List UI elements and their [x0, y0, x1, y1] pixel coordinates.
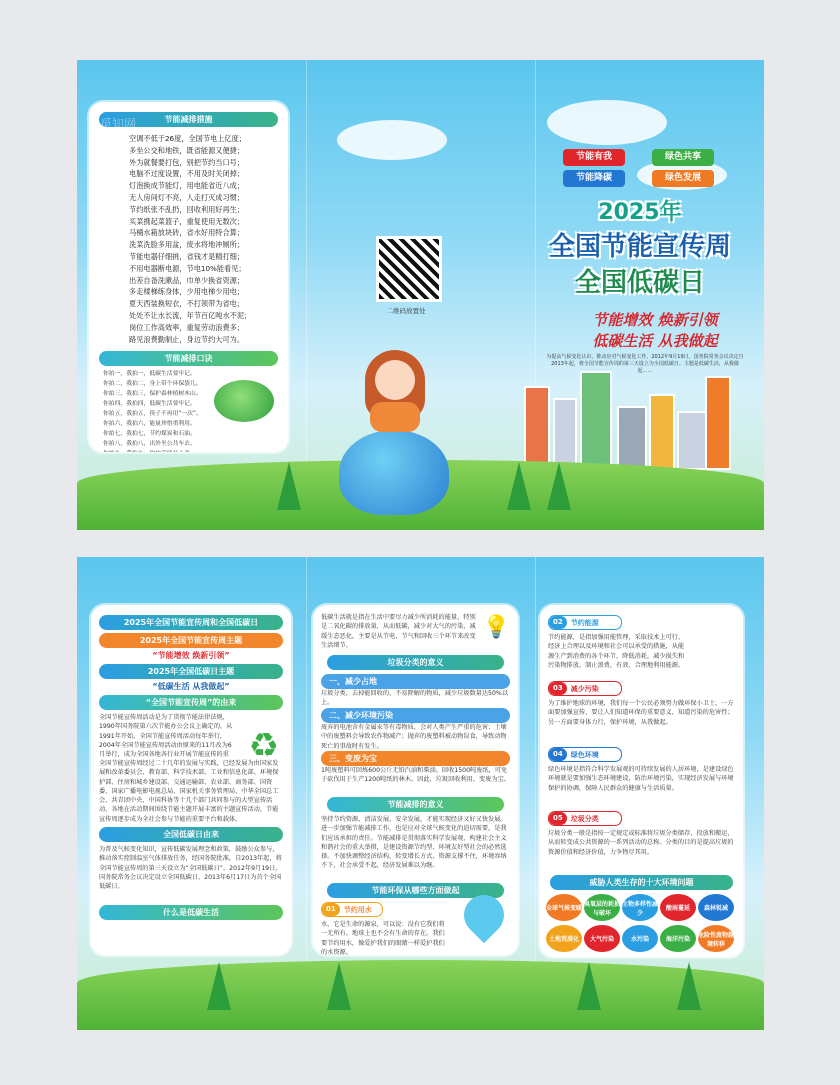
item-title: 绿色环境: [570, 750, 599, 759]
item-header: [548, 681, 622, 696]
tree: [327, 962, 351, 1010]
rhyme-line: 你拍一，我拍一，低碳生活要牢记。: [103, 371, 196, 378]
intro-card: [91, 605, 291, 955]
rhyme-line: [103, 450, 288, 452]
tree: [277, 462, 301, 510]
item-number: 03: [549, 682, 567, 695]
item-header: [548, 747, 622, 762]
measure-line: 出差自备洗漱品，巾单少换省资源；: [129, 275, 245, 285]
item-title: 垃圾分类: [570, 814, 599, 823]
issue-bubble: 酸雨蔓延: [660, 894, 696, 921]
building: [649, 394, 675, 470]
item-title: 节约能源: [570, 618, 599, 627]
item-header: [548, 811, 622, 826]
rhyme-line: 你拍四，我拍四，低碳生活要牢记。: [103, 401, 196, 408]
grass-ground: [77, 960, 764, 1030]
qr-code-placeholder: [376, 236, 442, 302]
section-header: 节能减排的意义: [327, 797, 504, 812]
item-number: 02: [549, 616, 567, 629]
cover-title-line2: 全国低碳日: [574, 268, 705, 298]
measure-line: 路见浪费勤制止，身边节约大可为。: [129, 334, 245, 344]
rhyme-line: 你拍三，我拍三，保护森林植树木山。: [103, 391, 202, 398]
issues-grid: [546, 894, 737, 957]
cover-slogan-line1: 节能增效 焕新引领: [592, 311, 718, 329]
item-number: 05: [549, 812, 567, 825]
measures-card: [89, 102, 288, 452]
item-number: 04: [549, 748, 567, 761]
origin-paragraph: 全国节能宣传周经过二十几年的发展与实践，已经发展为由国家发展和改革委员会、教育部、科学技术部、工业和信息化部、环境保护部、住房和城乡建设部、交通运输部、农业部、商务部、国资委、国家广播电影电视总局、国家机关事务管理局、中华全国总工会、共青团中央、中国科协等十几个部门共同参与的大型宣传活动，各地在活动期间围绕节能主题开展丰富的主题宣传活动，节能宣传周逐步成为全社会参与节能的重要平台和载体。: [99, 760, 279, 823]
cover-tag: 绿色发展: [652, 170, 714, 187]
cover-title-year: 2025年: [598, 200, 682, 225]
tree: [507, 462, 531, 510]
sub-paragraph: 垃圾分类，去掉能回收的、不易降解的物质，减少垃圾数量达50%以上。: [321, 690, 509, 707]
measure-line: 买菜携起菜篮子，重复使用无数次；: [129, 216, 245, 226]
measure-line: 空调不低于26度，全国节电上亿度；: [129, 134, 246, 143]
item-paragraph: 为了维护地球的环境，我们每一个公民必须努力做环保小卫士，一方面要加强宣传，要让人们知道环保的重要意义，知道污染的危害性；另一方面要身体力行，保护环境，从我做起。: [548, 700, 734, 726]
measure-line: 无人房间灯不亮，人走打灭成习惯；: [129, 192, 245, 202]
theme-text: “节能增效 焕新引领”: [152, 651, 230, 660]
issue-bubble: 森林锐减: [698, 894, 734, 921]
theme-text: “低碳生活 从我做起”: [152, 682, 230, 691]
measures-list: [89, 133, 288, 345]
item-title: 减少污染: [570, 684, 599, 693]
section-header: 2025年全国低碳日主题: [99, 664, 283, 679]
cloud: [337, 120, 447, 160]
environment-card: [540, 605, 743, 957]
cover-small-text: 为提高气候变化认识，推动应对气候变化工作，2012年9月19日，国务院常务会议决定自2013年起，将全国节能宣传周的第三天设立为全国低碳日。主题是低碳生活，从我做起……: [546, 354, 744, 374]
item-paragraph: 水，它是生命的源泉，可以说：没有它我们将一无所有。地球上也不会有生命的存在。我们要节约用水，像爱护我们的眼睛一样爱护我们的水资源。: [321, 921, 445, 955]
issue-bubble: 土地荒漠化: [546, 925, 582, 952]
issue-bubble: 生物多样性减少: [622, 894, 658, 921]
cover-slogan-line2: 低碳生活 从我做起: [592, 332, 718, 350]
building: [617, 406, 647, 470]
item-header: [548, 615, 622, 630]
rhyme-line: 你拍五，我拍五，筷子不再用“一次”。: [103, 410, 202, 417]
issue-bubble: 臭氧层的耗损与破坏: [584, 894, 620, 921]
issue-bubble: 全球气候变暖: [546, 894, 582, 921]
issue-bubble: 大气污染: [584, 925, 620, 952]
building: [553, 398, 577, 470]
tree: [677, 962, 701, 1010]
rhyme-line: 你拍二，我拍二，身上带个环保袋儿。: [103, 381, 202, 388]
building: [524, 386, 550, 470]
tree: [577, 962, 601, 1010]
fold-line: [535, 557, 536, 1030]
item-header: 01 节约用水: [321, 902, 383, 917]
section-header: 全国低碳日由来: [99, 827, 283, 842]
lightbulb-icon: 💡: [482, 615, 510, 640]
cover-tag: 绿色共享: [652, 149, 714, 166]
section-header: 节能减排口诀: [99, 351, 278, 366]
recycling-card: [313, 605, 518, 955]
sub-paragraph: 废弃的电池含有金属汞等有毒物质，会对人类产生严重的危害；土壤中的废塑料会导致农作物减产；抛弃的废塑料被动物误食，导致动物死亡的事故时有发生。: [321, 724, 507, 750]
watermark: 觅知网: [100, 117, 137, 131]
section-header: 2025年全国节能宣传周主题: [99, 633, 283, 648]
measure-line: 夏天西装换短衣，不打领带为省电；: [129, 299, 245, 309]
rhyme-line: 你拍八，我拍八，出外坐公共车去。: [103, 440, 196, 447]
tree: [207, 962, 231, 1010]
recycle-icon: ♻: [248, 726, 279, 766]
fold-line: [306, 557, 307, 1030]
measure-line: 岗位工作高效率，重复劳动浪费多；: [129, 322, 245, 332]
section-header: 节能环保从哪些方面做起: [327, 883, 504, 898]
building: [677, 411, 707, 470]
earth-city-illustration: [214, 380, 274, 422]
section-header: 威胁人类生存的十大环境问题: [550, 875, 733, 890]
globe-illustration: [339, 430, 449, 515]
measure-line: 节约纸张不乱扔，回收利用好再生；: [129, 204, 245, 214]
cover-tag: 节能降碳: [563, 170, 625, 187]
issue-bubble: 海洋污染: [660, 925, 696, 952]
item-paragraph: 节约能源，是指加强用能管理，采取技术上可行、经济上合理以及环境和社会可以承受的措施，从能源生产到消费的各个环节，降低消耗，减少损失和污染物排放，制止浪费，有效、合理地利用能源。: [548, 634, 685, 669]
watermark: 觅知网: [620, 622, 657, 636]
measure-line: 电脑不过度设置，不用及时关闭掉；: [129, 169, 245, 179]
sub-header: 二、减少环境污染: [321, 708, 510, 723]
cover-tag: 节能有我: [563, 149, 625, 166]
intro-paragraph: 低碳生活就是指在生活中要尽力减少所消耗的能量，特别是二氧化碳的排放量，从而低碳，减少对大气的污染，减缓生态恶化，主要是从节电、节气和回收三个环节来改变生活细节。: [321, 614, 476, 649]
qr-caption: 二维码放置处: [386, 307, 426, 315]
sub-paragraph: 1吨废塑料可回炼600公斤无铅汽油和柴油。回收1500吨废纸，可免于砍伐用于生产1200吨纸的林木。因此，垃圾回收利用，变废为宝。: [321, 767, 510, 784]
lowcarbon-paragraph: 为普及气候变化知识，宣传低碳发展理念和政策，鼓励公众参与，推动落实控制温室气体排放任务，经国务院批准，自2013年起，将全国节能宣传周的第三天设立为“全国低碳日”。2012年9月19日，国务院常务会议决定设立全国低碳日，2013年6月17日为首个全国低碳日。: [99, 846, 282, 891]
item-paragraph: 绿色环境是指符合科学发展观的可持续发展的人居环境，是建设绿色环境就是要加强生态环境建设，防治环境污染，实现经济发展与环境保护的协调，保障人民群众的健康与生活质量。: [548, 766, 734, 792]
tree: [547, 462, 571, 510]
measure-line: 多坐公交和地铁，既省能源又便捷；: [129, 145, 245, 155]
item-paragraph: 垃圾分类一般是指按一定规定或标准将垃圾分类储存、投放和搬运，从而转变成公共资源的一系列活动的总称。分类的目的是提高垃圾的资源价值和经济价值，力争物尽其用。: [548, 830, 734, 856]
cover-title-line1: 全国节能宣传周: [548, 232, 731, 262]
building: [580, 371, 612, 470]
girl-illustration: [360, 350, 430, 435]
measure-line: 灯泡换成节能灯，用电能省近八成；: [129, 181, 245, 191]
issue-bubble: 危险性废物越境转移: [698, 925, 734, 952]
section-header: 节能减排措施: [99, 112, 278, 127]
section-header: 垃圾分类的意义: [327, 655, 504, 670]
rhyme-line: 你拍七，我拍七，节约煤炭和石油。: [103, 430, 196, 437]
measure-line: 不用电器断电源，节电10%能看见；: [129, 263, 246, 273]
measure-line: 外为就餐要打包，别把节约当口号；: [129, 157, 245, 167]
measure-line: 马桶水箱放块砖，省水好用特合算；: [129, 228, 245, 238]
reduce-paragraph: 坚持节约资源、清洁发展、安全发展，才能实现经济又好又快发展。进一步加强节能减排工作，也是应对全球气候变化的迫切需要，是我们应该承担的责任。节能减排是贯彻落实科学发展观、构建社会主义和谐社会的重大举措，是建设资源节约型、环境友好型社会的必然选择。不加快调整经济结构，转变增长方式，资源支撑不住，环境容纳不下，社会承受不起，经济发展难以为继。: [321, 816, 507, 870]
cloud: [547, 100, 667, 145]
building: [705, 376, 731, 470]
fold-line: [306, 60, 307, 530]
measure-line: 节能电器仔细挑，省钱才是精打细；: [129, 251, 245, 261]
measure-line: 多走楼梯练身体，少用电梯少用电；: [129, 287, 245, 297]
measure-line: 处处不让水长流，年节百亿吨水不泥；: [129, 310, 252, 320]
sub-header: 三、变废为宝: [321, 751, 510, 766]
issue-bubble: 水污染: [622, 925, 658, 952]
rhyme-line: 你拍六，我拍六，能量珍惜重利用。: [103, 420, 196, 427]
section-header: “全国节能宣传周”的由来: [99, 695, 283, 710]
measure-line: 洗菜洗脸多用盆，废水将地冲厕所；: [129, 240, 245, 250]
section-header: 2025年全国节能宣传周和全国低碳日: [99, 615, 283, 630]
origin-paragraph: 全国节能宣传周活动是为了贯彻节能法律法规，1990年国务院第六次节能办公会议上确定的，从1991年开始，全国节能宣传周活动每年举行，2004年全国节能宣传周活动由原来的11月改为6月举行，成为全国各地各行业开展节能宣传的重: [99, 714, 233, 759]
section-header: 什么是低碳生活: [99, 905, 283, 920]
sub-header: 一、减少占地: [321, 674, 510, 689]
